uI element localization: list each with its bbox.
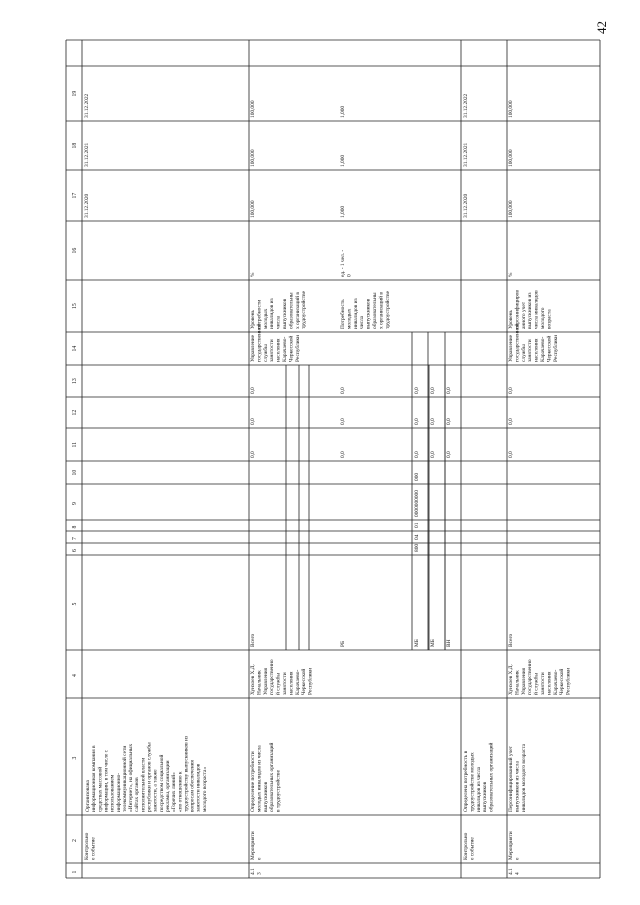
row8-source: Всего <box>508 633 514 647</box>
row5-source: МБ <box>430 639 436 647</box>
row2-value-11: 0,0 <box>250 451 256 458</box>
row2-indicator: инвалидов из <box>269 298 276 329</box>
row8-executor: занятости <box>527 339 534 362</box>
row2-description: в трудоустройстве <box>275 770 282 812</box>
row7-description: образовательных организаций <box>488 742 495 812</box>
row1-description: «по отношению к <box>177 771 184 812</box>
row2-indicator: числа <box>275 315 282 329</box>
row8-type: е <box>514 857 521 860</box>
row7-date-18: 31.12.2021 <box>463 142 469 167</box>
row1-description: средствах массовой <box>97 766 104 812</box>
row2-executor: Управление <box>250 334 256 362</box>
row2-unit: % <box>250 272 256 277</box>
row2-responsible: Республики <box>307 667 314 695</box>
row8-unit: % <box>508 272 514 277</box>
row8-description: инвалидов молодого возраста <box>520 743 527 812</box>
row8-indicator: числа инвалидов <box>533 290 540 329</box>
row8-responsible: й службы <box>533 673 540 695</box>
row8-indicator: персонифициров <box>514 290 521 329</box>
row8-indicator: анного учет <box>520 301 527 329</box>
row2-responsible: й службы <box>275 673 282 695</box>
control-date-2021: 31.12.2021 <box>84 142 90 167</box>
row4-code-7: 04 <box>414 534 420 540</box>
column-number-header: 16 <box>72 247 78 254</box>
row3-indicator: выпускников <box>365 298 372 329</box>
row8-indicator: возраста <box>546 309 553 329</box>
row2-target-18: 100,000 <box>250 149 256 167</box>
row3-indicator: числа <box>359 315 366 329</box>
row1-description: информационно- <box>115 772 122 812</box>
row4-code-8: 01 <box>414 522 420 528</box>
row8-type: Мероприяти <box>508 831 514 860</box>
column-number-header: 9 <box>72 502 78 505</box>
row1-description: республики и органов службы <box>146 742 153 812</box>
row7-date-17: 31.12.2020 <box>463 193 469 218</box>
row8-responsible: Республики <box>565 667 572 695</box>
column-number-header: 19 <box>72 90 78 97</box>
row2-executor: государственной <box>256 323 263 362</box>
row1-description: информации, в том числе с <box>103 749 110 812</box>
row7-type: е событие <box>469 837 476 860</box>
row2-description: Определение потребности <box>250 751 256 812</box>
row2-value-12: 0,0 <box>250 418 256 425</box>
row8-target-18: 100,000 <box>508 149 514 167</box>
column-number-header: 17 <box>72 192 78 199</box>
row8-executor: Черкесской <box>546 335 553 362</box>
row2-responsible: занятости <box>282 672 288 695</box>
column-number-header: 6 <box>72 549 78 552</box>
row1-description: исполнительной власти <box>140 757 147 812</box>
row8-target-19: 100,000 <box>508 100 514 118</box>
column-number-header: 15 <box>72 303 78 309</box>
row4-source: МБ <box>414 639 420 647</box>
table-texts <box>72 91 572 875</box>
row8-responsible: Хунхоев Х.Д. <box>508 664 514 695</box>
row3-value-13: 0,0 <box>340 387 346 394</box>
row1-type: е событие <box>90 837 97 860</box>
column-number-header: 10 <box>72 469 78 476</box>
row1-description: вопросам обеспечения <box>189 759 196 812</box>
row7-type: Контрольно <box>463 832 469 860</box>
column-number-header: 3 <box>72 756 78 760</box>
control-date-2020: 31.12.2020 <box>84 193 90 218</box>
row5-value-11: 0,0 <box>430 451 436 458</box>
row8-responsible: Начальник <box>514 670 521 695</box>
column-number-header: 18 <box>72 142 78 149</box>
row8-indicator: Уровень <box>508 310 514 329</box>
row4-code-10: 000 <box>414 472 420 481</box>
row2-description: молодых инвалидов из числа <box>256 745 263 812</box>
row8-indicator: молодого <box>540 307 546 329</box>
row3-value-12: 0,0 <box>340 418 346 425</box>
row2-type: е <box>256 857 263 860</box>
row4-value-11: 0,0 <box>414 451 420 458</box>
row7-description: инвалидов из числа <box>475 766 482 812</box>
column-number-header: 14 <box>72 345 78 352</box>
row1-type: Контрольно <box>84 832 90 860</box>
column-number-header: 5 <box>72 602 78 606</box>
row8-executor: государственной <box>514 323 521 362</box>
row8-executor: службы <box>520 344 527 362</box>
row3-target-19: 1,000 <box>340 105 346 118</box>
row2-type: Мероприяти <box>250 831 256 860</box>
row6-value-11: 0,0 <box>446 451 452 458</box>
row2-indicator: молодых <box>262 308 269 329</box>
column-number-header: 8 <box>72 525 78 529</box>
row1-description: занятости инвалидов <box>195 763 202 812</box>
row8-number: 4 <box>514 872 521 875</box>
row1-description: «Интернет», на официальных <box>128 743 135 812</box>
row1-description: рекламы, организации <box>164 760 171 812</box>
row8-value-11: 0,0 <box>508 451 514 458</box>
row3-indicator: инвалидов из <box>352 298 359 329</box>
row4-code-6: 800 <box>414 543 420 552</box>
row8-responsible: Черкесской <box>559 668 566 695</box>
row2-responsible: Карачаево- <box>294 669 301 695</box>
row2-responsible: населения <box>288 671 295 695</box>
row6-value-12: 0,0 <box>446 418 452 425</box>
row2-responsible: Черкесской <box>301 668 308 695</box>
row2-executor: Республики <box>294 334 301 362</box>
row3-indicator: х организаций в <box>378 292 385 329</box>
row8-number: 4.1 <box>508 868 514 875</box>
row4-value-12: 0,0 <box>414 418 420 425</box>
row2-source: Всего <box>250 633 256 647</box>
row8-responsible: населения <box>546 671 553 695</box>
column-number-header: 13 <box>72 378 78 384</box>
column-number-header: 11 <box>72 441 78 448</box>
row1-description: занятости, а также <box>152 769 159 812</box>
row2-executor: Карачаево- <box>282 336 288 362</box>
row3-indicator: молодых <box>346 308 353 329</box>
row8-indicator: выпускников из <box>527 292 534 329</box>
row6-source: ВН <box>446 639 452 647</box>
row3-indicator: трудоустройстве <box>384 290 391 329</box>
row4-value-13: 0,0 <box>414 387 420 394</box>
row2-indicator: трудоустройстве <box>301 290 308 329</box>
row2-responsible: Управления <box>262 667 269 695</box>
row8-responsible: государственно <box>527 659 534 695</box>
row3-value-11: 0,0 <box>340 451 346 458</box>
row8-target-17: 100,000 <box>508 200 514 218</box>
row2-description: выпускников <box>262 781 269 812</box>
row3-indicator: Потребность <box>340 299 346 329</box>
row7-description: Определена потребность в <box>463 750 469 812</box>
row1-description: посредством социальной <box>158 754 165 812</box>
column-number-header: 2 <box>72 839 78 842</box>
row7-description: трудоустройстве молодых <box>469 752 476 812</box>
row1-description: сайтах органов <box>134 777 141 812</box>
row2-responsible: Начальник <box>256 670 263 695</box>
row2-indicator: х организаций в <box>294 292 301 329</box>
row2-executor: занятости <box>269 339 276 362</box>
row1-description: информационная компания в <box>91 745 98 812</box>
row8-executor: Республики <box>552 334 559 362</box>
row8-responsible: занятости <box>540 672 546 695</box>
row1-description: «Горячих линий» <box>171 772 178 812</box>
page-number: 42 <box>594 21 609 34</box>
row1-description: телекоммуникационной сети <box>121 745 128 812</box>
row8-executor: населения <box>533 338 540 362</box>
row2-description: образовательных организаций <box>269 742 276 812</box>
column-number-header: 1 <box>72 870 78 874</box>
row1-description: трудоустройству выпускников из <box>183 735 190 812</box>
row2-indicator: потребности <box>256 299 263 329</box>
row3-source: РБ <box>340 640 346 647</box>
row8-description: Персонифицированный учет <box>508 745 514 812</box>
row8-value-12: 0,0 <box>508 418 514 425</box>
row8-value-13: 0,0 <box>508 387 514 394</box>
column-number-header: 12 <box>72 409 78 416</box>
row2-target-19: 100,000 <box>250 100 256 118</box>
column-number-header: 4 <box>72 674 78 677</box>
row2-target-17: 100,000 <box>250 200 256 218</box>
row8-responsible: Карачаево- <box>552 669 559 695</box>
row2-value-13: 0,0 <box>250 387 256 394</box>
row2-executor: населения <box>275 338 282 362</box>
row3-unit: 0 <box>346 274 353 277</box>
row2-number: 4.1 <box>250 868 256 875</box>
row3-target-17: 1,000 <box>340 205 346 218</box>
row2-indicator: выпускников <box>282 298 288 329</box>
row8-executor: Карачаево- <box>540 336 546 362</box>
row1-description: Организована <box>85 780 91 812</box>
row3-indicator: образовательны <box>372 292 378 329</box>
row2-executor: службы <box>262 344 269 362</box>
row2-responsible: государственно <box>269 659 276 695</box>
row2-indicator: Уровень <box>250 310 256 329</box>
row5-value-13: 0,0 <box>430 387 436 394</box>
row3-unit: ед. - 1 чел. - <box>340 249 346 277</box>
row1-description: молодого возраста» <box>201 766 208 812</box>
row2-executor: Черкесской <box>288 335 295 362</box>
column-number-header: 7 <box>72 537 78 540</box>
row2-number: 3 <box>256 872 263 875</box>
row8-executor: Управление <box>508 334 514 362</box>
row7-description: выпускников <box>482 781 489 812</box>
row1-description: использованием <box>109 774 116 812</box>
row7-date-19: 31.12.2022 <box>463 93 469 118</box>
row2-indicator: образовательны <box>288 292 295 329</box>
row3-target-18: 1,000 <box>340 154 346 167</box>
row8-responsible: Управления <box>520 667 527 695</box>
control-date-2022: 31.12.2022 <box>84 93 90 118</box>
row2-responsible: Хунхоев Х.Д. <box>250 664 256 695</box>
row4-code-9: 0000000000 <box>414 490 420 517</box>
row8-description: выпускников из числа <box>514 761 521 812</box>
row5-value-12: 0,0 <box>430 418 436 425</box>
row6-value-13: 0,0 <box>446 387 452 394</box>
